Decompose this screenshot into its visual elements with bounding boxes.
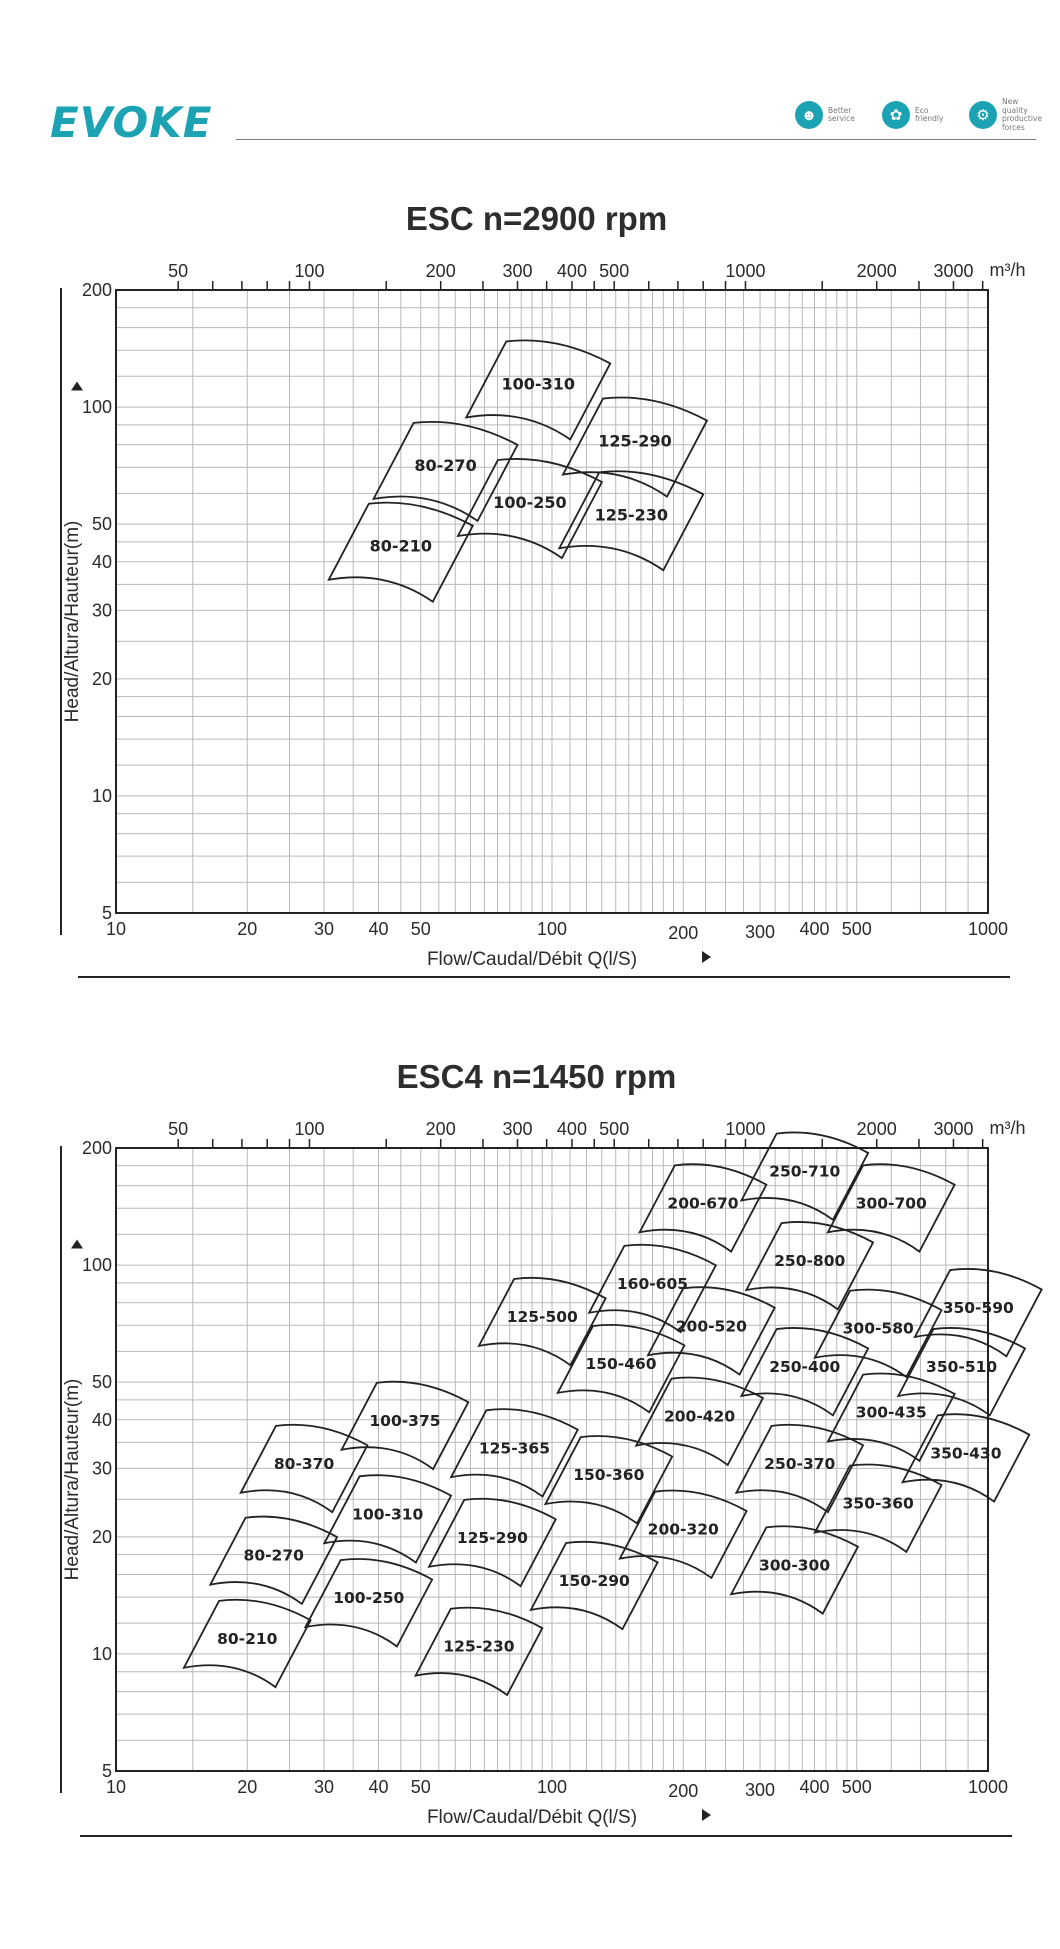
pump-model-label: 350-360 — [842, 1494, 914, 1513]
x-unit-label: m³/h — [989, 260, 1026, 280]
pump-model-label: 100-310 — [352, 1505, 424, 1524]
y-axis-label: Head/Altura/Hauteur(m) — [62, 520, 83, 723]
pump-model-label: 200-420 — [663, 1407, 736, 1426]
y-tick-label: 5 — [101, 903, 112, 923]
pump-model-label: 250-710 — [769, 1162, 841, 1181]
x-tick-label-ls: 300 — [745, 922, 776, 942]
y-tick-label: 100 — [81, 1255, 112, 1276]
y-axis-arrow-icon — [71, 382, 83, 391]
x-tick-label-m3h: 3000 — [933, 261, 974, 281]
pump-model-label: 350-590 — [942, 1299, 1014, 1318]
x-tick-label-m3h: 2000 — [856, 1119, 897, 1139]
pump-model-label: 300-700 — [855, 1194, 927, 1213]
pump-model-label: 250-400 — [769, 1358, 841, 1377]
section-divider — [78, 976, 1010, 978]
pump-model-label: 250-800 — [774, 1252, 846, 1271]
y-axis-label: Head/Altura/Hauteur(m) — [62, 1378, 83, 1581]
y-tick-label: 5 — [101, 1761, 112, 1781]
x-tick-label-m3h: 1000 — [725, 1119, 766, 1139]
x-tick-label-m3h: 500 — [599, 261, 630, 281]
y-tick-label: 200 — [81, 280, 112, 300]
x-tick-label-ls: 500 — [841, 1777, 872, 1797]
x-tick-label-ls: 400 — [799, 1777, 830, 1797]
pump-model-label: 125-365 — [478, 1439, 551, 1458]
x-tick-label-m3h: 100 — [294, 1119, 325, 1139]
x-tick-label-ls: 1000 — [967, 1777, 1009, 1797]
pump-model-label: 200-670 — [667, 1194, 739, 1213]
x-tick-label-m3h: 300 — [502, 261, 533, 281]
x-tick-label-ls: 30 — [314, 919, 335, 939]
x-tick-label-ls: 100 — [536, 919, 568, 939]
pump-model-label: 100-250 — [333, 1589, 405, 1608]
x-tick-label-m3h: 200 — [425, 261, 456, 281]
x-tick-label-ls: 50 — [410, 919, 431, 939]
x-tick-label-ls: 300 — [745, 1780, 776, 1800]
pump-model-label: 150-360 — [573, 1466, 645, 1485]
y-tick-label: 50 — [91, 514, 112, 535]
x-tick-label-m3h: 50 — [168, 261, 189, 281]
pump-model-label: 300-300 — [758, 1556, 831, 1575]
x-tick-label-ls: 40 — [368, 919, 389, 939]
y-tick-label: 20 — [91, 1526, 112, 1547]
pump-model-label: 125-290 — [456, 1528, 528, 1547]
x-tick-label-m3h: 50 — [168, 1119, 189, 1139]
x-unit-label: m³/h — [989, 1118, 1026, 1138]
pump-model-label: 80-210 — [217, 1629, 278, 1648]
pump-chart-2900 — [0, 240, 1060, 1000]
pump-model-label: 150-290 — [558, 1571, 630, 1590]
y-tick-label: 30 — [91, 600, 112, 621]
y-axis-arrow-icon — [71, 1240, 83, 1249]
x-tick-label-m3h: 500 — [599, 1119, 630, 1139]
pump-model-label: 125-290 — [598, 431, 672, 451]
pump-chart-1450 — [0, 1098, 1060, 1858]
y-tick-label: 50 — [91, 1372, 112, 1393]
x-tick-label-ls: 20 — [237, 919, 258, 939]
y-tick-label: 40 — [91, 1409, 112, 1430]
y-tick-label: 20 — [91, 668, 112, 689]
pump-model-label: 100-375 — [369, 1411, 441, 1430]
badge-text: Eco friendly — [915, 105, 944, 123]
x-tick-label-m3h: 1000 — [725, 261, 766, 281]
x-tick-label-ls: 10 — [105, 919, 127, 939]
x-tick-label-ls: 200 — [668, 1781, 699, 1801]
x-axis-arrow-icon — [702, 951, 711, 963]
badge-productive-forces — [969, 98, 1042, 132]
x-axis-arrow-icon — [702, 1809, 711, 1821]
x-tick-label-ls: 20 — [237, 1777, 258, 1797]
section-divider — [80, 1835, 1012, 1837]
pump-model-label: 80-270 — [414, 455, 477, 475]
x-tick-label-ls: 30 — [314, 1777, 335, 1797]
pump-model-label: 300-580 — [842, 1319, 914, 1338]
x-tick-label-ls: 500 — [841, 919, 872, 939]
x-tick-label-m3h: 200 — [425, 1119, 456, 1139]
y-tick-label: 200 — [81, 1138, 112, 1158]
pump-model-label: 100-250 — [493, 492, 567, 512]
chart-title: ESC n=2900 rpm — [405, 200, 668, 237]
chart-title: ESC4 n=1450 rpm — [396, 1058, 677, 1095]
pump-model-label: 100-310 — [501, 374, 575, 394]
x-axis-label: Flow/Caudal/Débit Q(l/S) — [426, 949, 638, 970]
x-tick-label-ls: 10 — [105, 1777, 127, 1797]
badge-eco-friendly — [882, 98, 955, 132]
pump-model-label: 160-605 — [616, 1274, 689, 1293]
pump-model-label: 125-230 — [594, 505, 669, 525]
gear-productive-icon: ⚙ — [969, 101, 997, 129]
badge-text: New quality productive forces — [1002, 97, 1042, 132]
pump-model-label: 150-460 — [585, 1354, 657, 1373]
x-tick-label-m3h: 400 — [556, 1119, 587, 1139]
x-tick-label-ls: 100 — [536, 1777, 568, 1797]
pump-model-label: 300-435 — [855, 1403, 927, 1422]
pump-model-label: 350-430 — [930, 1444, 1002, 1463]
x-tick-label-ls: 1000 — [967, 919, 1009, 939]
x-tick-label-m3h: 400 — [556, 261, 587, 281]
pump-model-label: 80-270 — [243, 1546, 304, 1565]
pump-model-label: 125-230 — [443, 1637, 515, 1656]
x-tick-label-ls: 40 — [368, 1777, 389, 1797]
x-tick-label-m3h: 2000 — [856, 261, 897, 281]
pump-model-label: 125-500 — [506, 1307, 578, 1326]
brand-logo: EVOKE — [50, 98, 213, 147]
badge-text: Better service — [828, 105, 855, 123]
y-tick-label: 10 — [91, 785, 112, 806]
y-tick-label: 10 — [91, 1643, 112, 1664]
pump-model-label: 200-520 — [675, 1317, 747, 1336]
x-tick-label-m3h: 3000 — [933, 1119, 974, 1139]
pump-model-label: 80-370 — [273, 1454, 335, 1473]
x-tick-label-ls: 200 — [668, 923, 699, 943]
x-tick-label-ls: 400 — [799, 919, 830, 939]
x-tick-label-ls: 50 — [410, 1777, 431, 1797]
badge-row — [795, 98, 1042, 132]
y-tick-label: 100 — [81, 397, 112, 418]
x-tick-label-m3h: 300 — [502, 1119, 533, 1139]
pump-model-label: 350-510 — [926, 1358, 998, 1377]
leaf-eco-icon: ✿ — [882, 101, 910, 129]
x-tick-label-m3h: 100 — [294, 261, 325, 281]
pump-model-label: 200-320 — [647, 1520, 719, 1539]
person-service-icon: ☻ — [795, 101, 823, 129]
badge-better-service — [795, 98, 868, 132]
header-divider — [236, 139, 1036, 140]
pump-model-label: 80-210 — [369, 536, 432, 556]
y-tick-label: 30 — [91, 1458, 112, 1479]
x-axis-label: Flow/Caudal/Débit Q(l/S) — [426, 1807, 638, 1828]
y-tick-label: 40 — [91, 551, 112, 572]
pump-model-label: 250-370 — [764, 1454, 836, 1473]
